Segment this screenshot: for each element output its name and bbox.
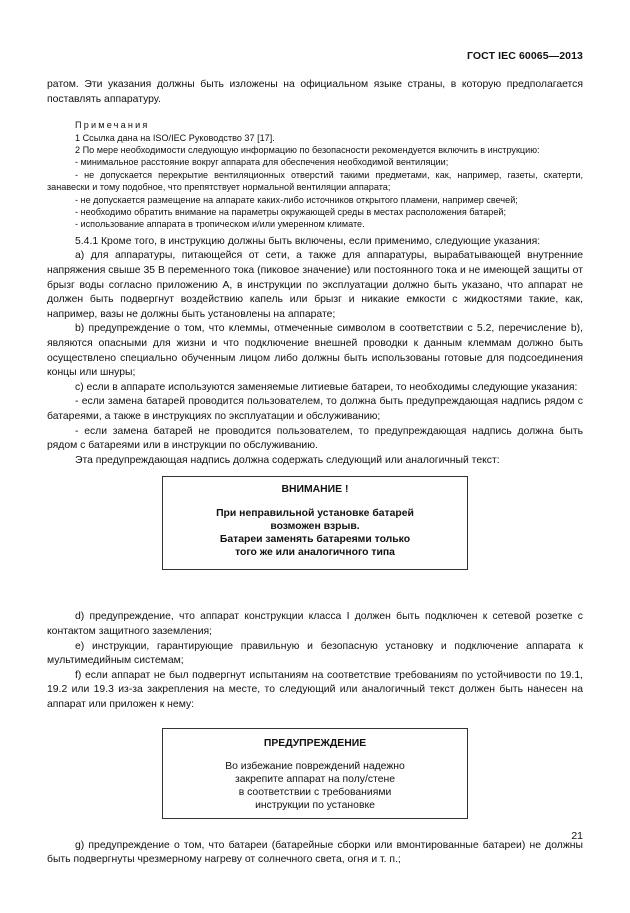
warning-box-line: инструкции по установке [255, 799, 375, 811]
page-content [47, 78, 583, 868]
caution-box-line: При неправильной установке батарей [216, 508, 414, 520]
note-item: - необходимо обратить внимание на параметры окружающей среды в местах расположения батарей; [75, 207, 506, 218]
notes-block [47, 119, 583, 231]
intro-paragraph: ратом. Эти указания должны быть изложены на официальном языке страны, в которую предполагается поставлять аппаратуру. [47, 79, 583, 105]
note-item: 2 По мере необходимости следующую информацию по безопасности рекомендуется включить в инструкцию: [75, 145, 540, 155]
warning-intro: Эта предупреждающая надпись должна содержать следующий или аналогичный текст: [75, 454, 500, 466]
caution-box [162, 476, 468, 570]
section-item-b: b) предупреждение о том, что клеммы, отмеченные символом в соответствии с 5.2, перечисление b), являются опасными для жизни и что подключение внешней проводки к данным клеммам должно быть осуществлено специально обученным лицом либо должны быть использованы готовые для подсоединения концы или шнуры; [47, 323, 583, 379]
section-item-c: c) если в аппарате используются заменяемые литиевые батареи, то необходимы следующие указания: [75, 381, 578, 393]
warning-box-line: Во избежание повреждений надежно [225, 760, 405, 772]
warning-box-title: ПРЕДУПРЕЖДЕНИЕ [263, 737, 367, 749]
section-item-c-dash1: - если замена батарей проводится пользователем, то должна быть предупреждающая надпись рядом с батареями, а также в инструкциях по эксплуатации и обслуживанию; [47, 396, 583, 422]
warning-box-line: закрепите аппарат на полу/стене [234, 773, 396, 785]
note-item: - не допускается перекрытие вентиляционных отверстий такими предметами, как, например, газеты, скатерти, занавески и тому подобное, что препятствует нормальной вентиляции аппарата; [47, 169, 583, 193]
section-item-g: g) предупреждение о том, что батареи (батарейные сборки или вмонтированные батареи) не должны быть подвергнуты чрезмерному нагреву от солнечного света, огня и т. п.; [47, 839, 583, 866]
section-item-e: e) инструкции, гарантирующие правильную и безопасную установку и подключение аппарата к мультимедийным системам; [47, 640, 583, 667]
section-item-f: f) если аппарат не был подвергнут испытаниям на соответствие требованиям по устойчивости по 19.1, 19.2 или 19.3 из-за закрепления на месте, то следующий или аналогичный текст должен быть нанесен на аппарат или приложен к нему: [47, 669, 583, 710]
caution-box-line: Батареи заменять батареями только [219, 534, 411, 546]
warning-box-line: в соответствии с требованиями [238, 786, 392, 798]
section-item-d: d) предупреждение, что аппарат конструкции класса I должен быть подключен к сетевой розетке с контактом защитного заземления; [47, 611, 583, 637]
section-item-c-dash2: - если замена батарей не проводится пользователем, то предупреждающая надпись должна быть рядом с батареями или в инструкции по обслуживанию. [47, 425, 583, 452]
notes-title: Примечания [75, 120, 150, 131]
caution-box-line: возможен взрыв. [270, 521, 360, 533]
note-item: - использование аппарата в тропическом и/или умеренном климате. [75, 219, 365, 230]
section-item-a: a) для аппаратуры, питающейся от сети, а также для аппаратуры, вырабатывающей внутренние напряжения свыше 35 В переменного тока (пиковое значение) или постоянного тока и не имеющей защиты от брызг воды согласно приложению А, в инструкции по эксплуатации должно быть указано, что аппарат не должен быть подвергнут воздействию капель или брызг и никакие емкости с жидкостями такие, как, например, вазы не должны быть установлены на аппарате; [47, 250, 583, 320]
caution-box-line: того же или аналогичного типа [235, 547, 395, 559]
section-lead: 5.4.1 Кроме того, в инструкцию должны быть включены, если применимо, следующие указания: [75, 235, 541, 247]
note-item: 1 Ссылка дана на ISO/IEC Руководство 37 [17]. [75, 132, 275, 143]
note-item: - не допускается размещение на аппарате каких-либо источников открытого пламени, например свечей; [75, 194, 518, 205]
note-item: - минимальное расстояние вокруг аппарата для обеспечения необходимой вентиляции; [75, 157, 449, 168]
caution-box-title: ВНИМАНИЕ ! [281, 484, 349, 496]
warning-box [162, 728, 468, 819]
document-header: ГОСТ IEC 60065—2013 [466, 50, 583, 62]
page-number: 21 [571, 830, 583, 842]
